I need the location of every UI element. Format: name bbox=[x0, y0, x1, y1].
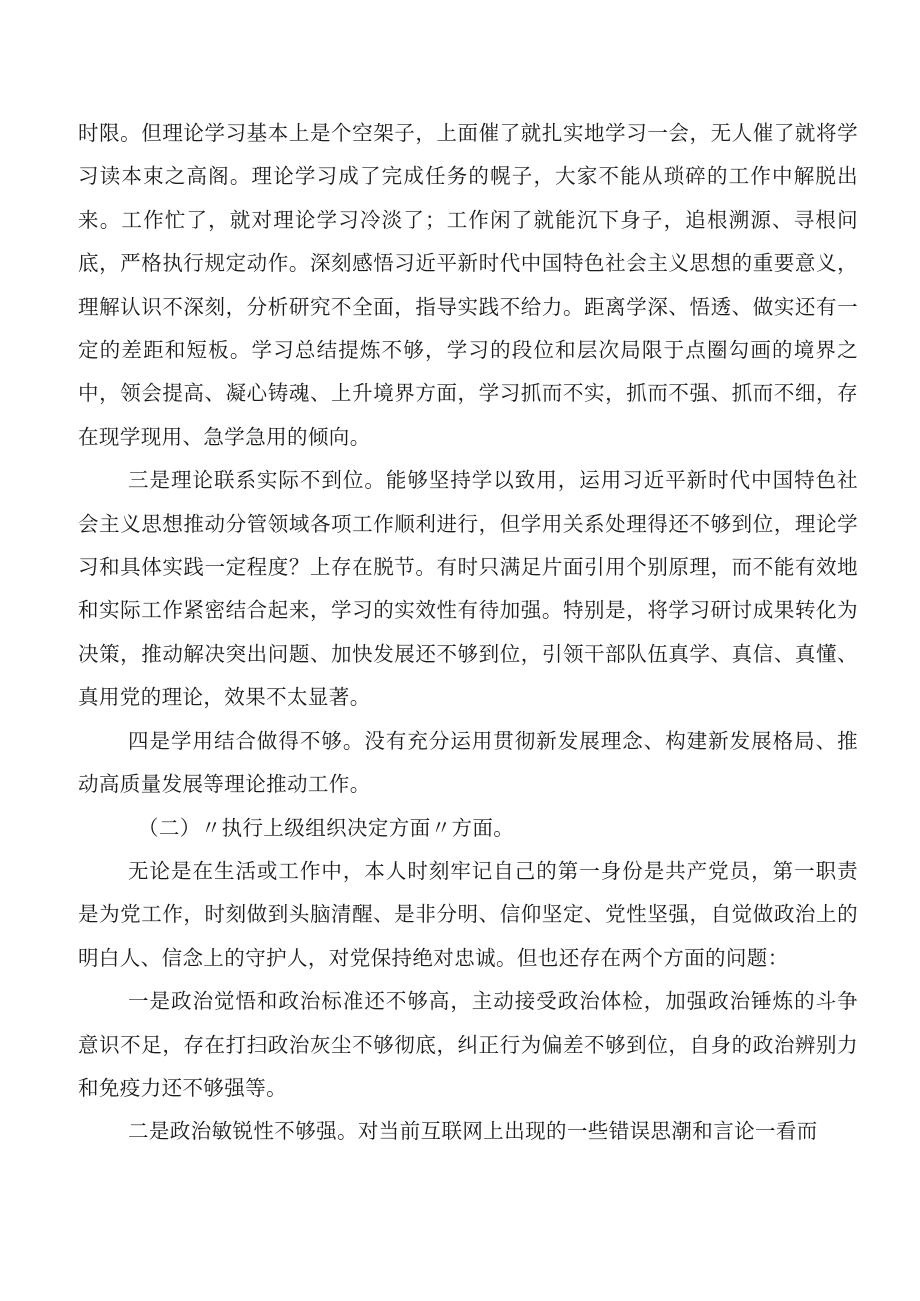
paragraph-point-two-political-sensitivity: 二是政治敏锐性不够强。对当前互联网上出现的一些错误思潮和言论一看而 bbox=[128, 1119, 818, 1144]
paragraph-point-four-study-application: 四是学用结合做得不够。没有充分运用贯彻新发展理念、构建新发展格局、推动高质量发展等理论推动工作。 bbox=[78, 728, 858, 797]
paragraph-party-identity: 无论是在生活或工作中，本人时刻牢记自己的第一身份是共产党员，第一职责是为党工作，时刻做到头脑清醒、是非分明、信仰坚定、党性坚强，自觉做政治上的明白人、信念上的守护人，对党保持绝对忠诚。但也还存在两个方面的问题： bbox=[78, 858, 858, 970]
paragraph-point-one-political-awareness: 一是政治觉悟和政治标准还不够高，主动接受政治体检，加强政治锤炼的斗争意识不足，存在打扫政治灰尘不够彻底，纠正行为偏差不够到位，自身的政治辨别力和免疫力还不够强等。 bbox=[78, 989, 858, 1100]
document-body bbox=[78, 112, 858, 1154]
section-heading-two: （二）〃执行上级组织决定方面〃方面。 bbox=[138, 815, 515, 840]
paragraph-theory-study-time-limit: 时限。但理论学习基本上是个空架子，上面催了就扎实地学习一会，无人催了就将学习读本束之高阁。理论学习成了完成任务的幌子，大家不能从琐碎的工作中解脱出来。工作忙了，就对理论学习冷淡了；工作闲了就能沉下身子，追根溯源、寻根问底，严格执行规定动作。深刻感悟习近平新时代中国特色社会主义思想的重要意义，理解认识不深刻，分析研究不全面，指导实践不给力。距离学深、悟透、做实还有一定的差距和短板。学习总结提炼不够，学习的段位和层次局限于点圈勾画的境界之中，领会提高、凝心铸魂、上升境界方面，学习抓而不实，抓而不强、抓而不细，存在现学现用、急学急用的倾向。 bbox=[78, 121, 858, 449]
paragraph-point-three-theory-practice: 三是理论联系实际不到位。能够坚持学以致用，运用习近平新时代中国特色社会主义思想推动分管领域各项工作顺利进行，但学用关系处理得还不够到位，理论学习和具体实践一定程度？上存在脱节。有时只满足片面引用个别原理，而不能有效地和实际工作紧密结合起来，学习的实效性有待加强。特别是，将学习研讨成果转化为决策，推动解决突出问题、加快发展还不够到位，引领干部队伍真学、真信、真懂、真用党的理论，效果不太显著。 bbox=[78, 468, 858, 710]
